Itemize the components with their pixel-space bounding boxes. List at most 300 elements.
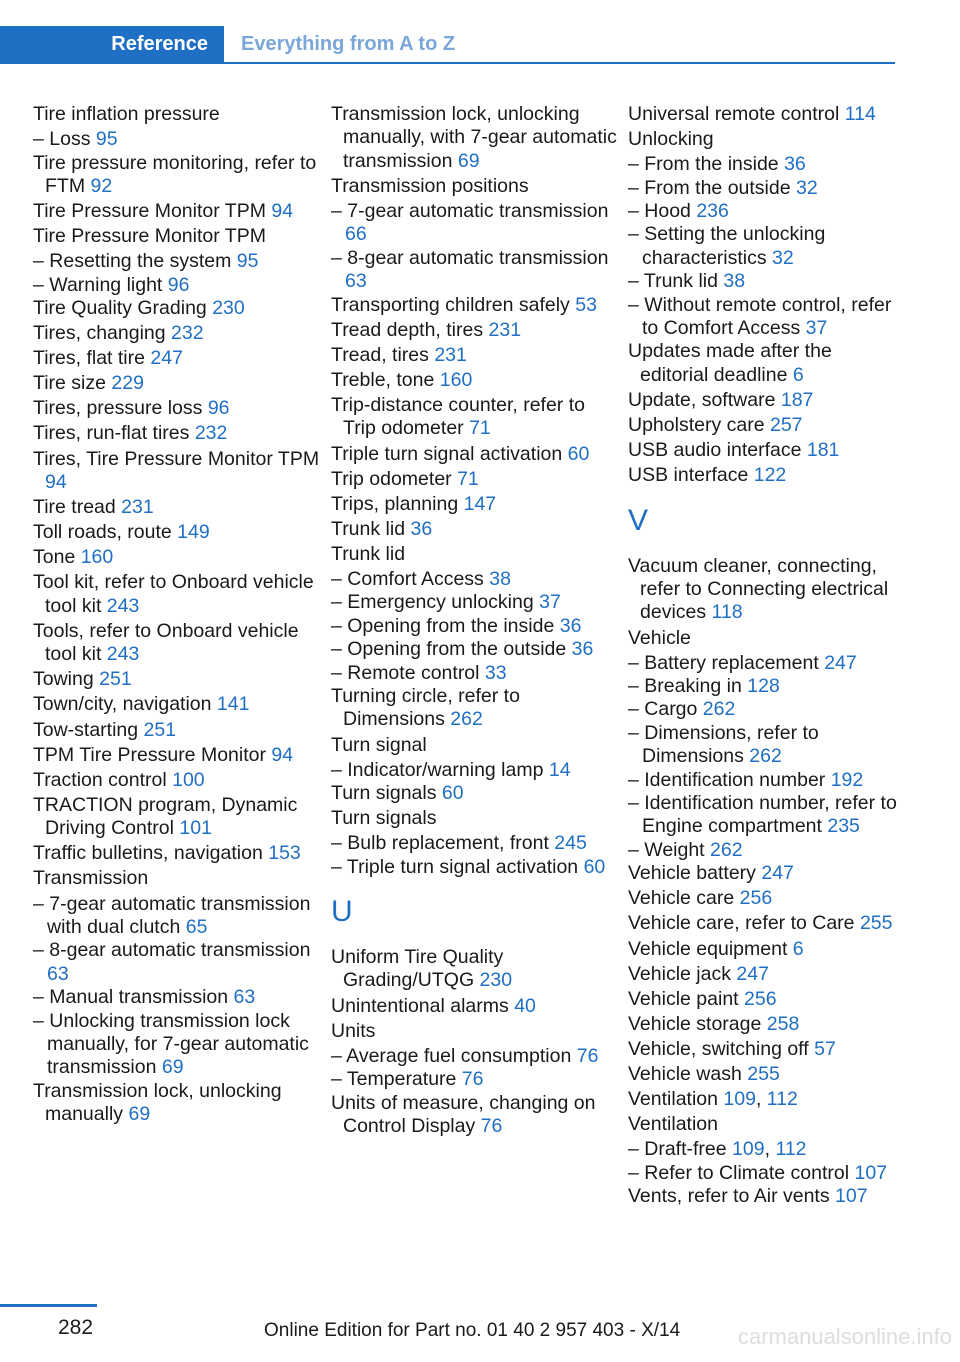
entry-label: Tire tread bbox=[33, 496, 122, 519]
index-entry bbox=[33, 668, 323, 691]
page-link[interactable]: 101 bbox=[179, 817, 212, 840]
page-link[interactable]: 63 bbox=[47, 962, 69, 985]
index-entry bbox=[628, 414, 903, 437]
page-link[interactable]: 36 bbox=[410, 517, 433, 540]
index-entry bbox=[33, 322, 323, 345]
page-link[interactable]: 69 bbox=[161, 1056, 184, 1079]
page-link[interactable]: 65 bbox=[185, 915, 208, 938]
section-tab: Reference bbox=[0, 26, 224, 62]
entry-label: Unlocking bbox=[628, 128, 714, 151]
entry-label: Units of measure, changing on Control Display bbox=[331, 1091, 596, 1137]
index-entry bbox=[33, 620, 323, 667]
entry-label: Ventilation bbox=[628, 1088, 724, 1111]
page-link[interactable]: 149 bbox=[177, 521, 210, 544]
index-subentry bbox=[33, 893, 323, 940]
page-link[interactable]: 160 bbox=[80, 546, 114, 569]
page-link[interactable]: 94 bbox=[271, 200, 294, 222]
page-link[interactable]: 92 bbox=[90, 174, 113, 197]
index-subentry bbox=[628, 200, 903, 223]
page-link[interactable]: 33 bbox=[484, 661, 507, 684]
entry-label: Trunk lid bbox=[331, 517, 411, 540]
entry-label: Tire inflation pressure bbox=[33, 103, 220, 125]
index-entry bbox=[331, 1020, 621, 1043]
entry-label: – Average fuel consumption bbox=[331, 1044, 577, 1067]
index-subentry bbox=[628, 769, 903, 792]
entry-label: – Battery replacement bbox=[628, 651, 825, 674]
index-entry bbox=[628, 1038, 903, 1061]
page-link[interactable]: 109 bbox=[732, 1138, 765, 1161]
page-link[interactable]: 247 bbox=[761, 862, 794, 885]
index-entry bbox=[33, 200, 323, 223]
page-link[interactable]: 37 bbox=[805, 317, 828, 340]
entry-label: Tire Quality Grading bbox=[33, 297, 213, 319]
entry-label: Vehicle jack bbox=[628, 962, 737, 985]
page-link[interactable]: 40 bbox=[514, 994, 536, 1017]
entry-label: Triple turn signal activation bbox=[331, 442, 568, 465]
index-entry bbox=[628, 627, 903, 650]
index-entry: Ventilation 109, 112 bbox=[628, 1088, 798, 1111]
entry-label: Vehicle paint bbox=[628, 987, 745, 1010]
index-subentry bbox=[628, 294, 903, 341]
entry-label: – Weight bbox=[628, 838, 711, 861]
page-link[interactable]: 38 bbox=[723, 270, 746, 293]
index-entry bbox=[33, 152, 323, 199]
index-subentry bbox=[331, 591, 621, 614]
index-entry bbox=[628, 1185, 903, 1208]
entry-label: Transporting children safely bbox=[331, 293, 576, 316]
index-entry bbox=[33, 496, 323, 519]
entry-label: – Temperature bbox=[331, 1068, 462, 1091]
index-entry bbox=[628, 1013, 903, 1036]
footer-rule bbox=[0, 1304, 97, 1307]
entry-label: Trunk lid bbox=[331, 542, 406, 565]
entry-label: Transmission lock, unlocking manually bbox=[33, 1079, 282, 1126]
entry-label: Tires, pressure loss bbox=[33, 397, 208, 420]
index-subentry bbox=[331, 832, 621, 855]
entry-label: Turning circle, refer to Dimensions bbox=[331, 685, 520, 731]
page-link[interactable]: 112 bbox=[775, 1138, 807, 1161]
page-link[interactable]: 100 bbox=[172, 768, 205, 791]
entry-label: – Dimensions, refer to Dimensions bbox=[628, 721, 819, 768]
page-link[interactable]: 6 bbox=[792, 363, 804, 386]
entry-label: Vehicle battery bbox=[628, 862, 762, 885]
entry-label: Tires, changing bbox=[33, 322, 172, 345]
page-link[interactable]: 229 bbox=[111, 372, 144, 395]
entry-label: Vehicle, switching off bbox=[628, 1037, 815, 1060]
page-link[interactable]: 251 bbox=[99, 668, 132, 691]
page-link[interactable]: 96 bbox=[207, 397, 230, 420]
page-link[interactable]: 36 bbox=[784, 153, 806, 176]
page-link[interactable]: 63 bbox=[233, 986, 256, 1009]
page-link[interactable]: 192 bbox=[830, 768, 864, 791]
index-subentry bbox=[628, 177, 903, 200]
entry-label: Tires, Tire Pressure Monitor TPM bbox=[33, 447, 320, 470]
entry-label: Tires, run-flat tires bbox=[33, 422, 195, 445]
page-link[interactable]: 153 bbox=[268, 842, 301, 865]
page-link[interactable]: 107 bbox=[854, 1161, 888, 1184]
page-link[interactable]: 262 bbox=[749, 745, 782, 768]
entry-label: – From the outside bbox=[628, 176, 796, 199]
entry-label: Turn signal bbox=[331, 733, 427, 756]
entry-label: – From the inside bbox=[628, 153, 785, 176]
index-entry bbox=[331, 344, 621, 367]
page-link[interactable]: 147 bbox=[463, 492, 497, 515]
entry-label: – 8-gear automatic transmission bbox=[33, 939, 311, 962]
index-subentry bbox=[331, 615, 621, 638]
page-link[interactable]: 57 bbox=[814, 1037, 836, 1060]
index-entry bbox=[331, 946, 621, 993]
entry-label: Tires, flat tire bbox=[33, 347, 151, 370]
page-link[interactable]: 60 bbox=[583, 855, 606, 878]
index-entry bbox=[331, 394, 621, 441]
index-subentry bbox=[628, 153, 903, 176]
page-link[interactable]: 230 bbox=[479, 969, 513, 992]
entry-label: Traction control bbox=[33, 768, 173, 791]
index-entry bbox=[628, 1113, 903, 1136]
index-entry bbox=[331, 103, 621, 173]
entry-label: – Without remote control, refer to Comfort Access bbox=[628, 293, 892, 340]
index-entry bbox=[628, 340, 903, 387]
entry-label: Universal remote control bbox=[628, 103, 845, 125]
index-subentry bbox=[331, 856, 621, 879]
entry-label: – Bulb replacement, front bbox=[331, 832, 555, 855]
entry-label: – Identification number, refer to Engine compartment bbox=[628, 792, 897, 838]
index-letter-heading: U bbox=[331, 895, 353, 928]
index-entry bbox=[331, 734, 621, 757]
entry-label: – 8-gear automatic transmission bbox=[331, 246, 609, 269]
entry-label: Town/city, navigation bbox=[33, 693, 217, 716]
entry-label: TRACTION program, Dynamic Driving Control bbox=[33, 793, 298, 840]
page-link[interactable]: 76 bbox=[480, 1114, 503, 1137]
index-entry bbox=[33, 397, 323, 420]
page-number: 282 bbox=[58, 1316, 94, 1339]
entry-label: Toll roads, route bbox=[33, 521, 178, 544]
index-entry bbox=[628, 938, 903, 961]
index-entry bbox=[331, 685, 621, 732]
entry-label: – Triple turn signal activation bbox=[331, 855, 584, 878]
entry-label: – Remote control bbox=[331, 661, 485, 684]
index-subentry bbox=[331, 1068, 621, 1091]
index-entry bbox=[33, 719, 323, 742]
index-subentry bbox=[331, 568, 621, 591]
entry-label: Tread depth, tires bbox=[331, 318, 489, 341]
entry-label: – 7-gear automatic transmission bbox=[331, 200, 609, 222]
page-link[interactable]: 247 bbox=[736, 962, 769, 985]
page-link[interactable]: 14 bbox=[548, 758, 571, 781]
entry-label: Upholstery care bbox=[628, 414, 770, 437]
index-entry bbox=[331, 468, 621, 491]
page-link[interactable]: 256 bbox=[744, 987, 777, 1010]
page-link[interactable]: 37 bbox=[539, 591, 561, 614]
watermark: carmanualsonline.info bbox=[737, 1324, 952, 1349]
entry-label: – Loss bbox=[33, 128, 96, 151]
index-entry bbox=[331, 807, 621, 830]
index-subentry bbox=[628, 223, 903, 270]
index-entry bbox=[628, 963, 903, 986]
entry-label: Turn signals bbox=[331, 807, 437, 830]
entry-label: Tread, tires bbox=[331, 343, 435, 366]
page-link[interactable]: 53 bbox=[575, 293, 597, 316]
page-link[interactable]: 262 bbox=[450, 708, 483, 731]
entry-label: – Refer to Climate control bbox=[628, 1161, 855, 1184]
page-link[interactable]: 32 bbox=[772, 246, 794, 269]
page-link[interactable]: 76 bbox=[461, 1068, 484, 1091]
index-subentry bbox=[331, 247, 621, 294]
entry-label: Tool kit, refer to Onboard vehicle tool kit bbox=[33, 571, 314, 617]
page-link[interactable]: 231 bbox=[121, 496, 154, 519]
page-link[interactable]: 69 bbox=[457, 149, 480, 172]
index-entry bbox=[33, 448, 323, 495]
subsection-tab: Everything from A to Z bbox=[241, 33, 456, 55]
entry-label: Tire Pressure Monitor TPM bbox=[33, 225, 266, 248]
page-link[interactable]: 257 bbox=[769, 414, 803, 437]
entry-label: – Opening from the inside bbox=[331, 614, 560, 637]
entry-label: Update, software bbox=[628, 388, 781, 411]
entry-label: – Hood bbox=[628, 200, 697, 222]
page-link[interactable]: 258 bbox=[766, 1012, 800, 1035]
index-entry bbox=[33, 347, 323, 370]
page-link[interactable]: 262 bbox=[710, 838, 743, 861]
index-entry bbox=[628, 389, 903, 412]
entry-label: USB audio interface bbox=[628, 439, 807, 462]
entry-label: Transmission bbox=[33, 867, 149, 890]
entry-label: Trip-distance counter, refer to Trip odometer bbox=[331, 394, 585, 440]
entry-label: – Manual transmission bbox=[33, 986, 234, 1009]
index-entry bbox=[33, 769, 323, 792]
index-subentry bbox=[628, 675, 903, 698]
index-entry bbox=[331, 1092, 621, 1139]
entry-label: Vacuum cleaner, connecting, refer to Connecting electrical devices bbox=[628, 554, 889, 624]
page-link[interactable]: 114 bbox=[844, 103, 876, 125]
index-subentry bbox=[628, 722, 903, 769]
page-link[interactable]: 71 bbox=[457, 467, 479, 490]
index-entry bbox=[628, 912, 903, 935]
page-link[interactable]: 60 bbox=[567, 442, 590, 465]
entry-label: Unintentional alarms bbox=[331, 994, 515, 1017]
page-link[interactable]: 6 bbox=[792, 937, 804, 960]
index-subentry bbox=[331, 200, 621, 247]
entry-label: – Comfort Access bbox=[331, 567, 490, 590]
index-subentry bbox=[33, 128, 323, 151]
index-entry bbox=[33, 225, 323, 248]
page-link[interactable]: 235 bbox=[827, 815, 860, 838]
entry-label: – Breaking in bbox=[628, 675, 748, 698]
page-link[interactable]: 255 bbox=[859, 912, 893, 935]
index-entry bbox=[33, 744, 323, 767]
entry-label: – Opening from the outside bbox=[331, 638, 572, 661]
index-entry bbox=[331, 782, 621, 805]
index-entry bbox=[628, 1063, 903, 1086]
index-entry bbox=[33, 842, 323, 865]
index-subentry bbox=[33, 274, 323, 297]
entry-label: – Unlocking transmission lock manually, for 7-gear automatic transmission bbox=[33, 1009, 309, 1079]
index-subentry bbox=[628, 698, 903, 721]
page-link[interactable]: 107 bbox=[835, 1185, 868, 1208]
index-entry bbox=[628, 988, 903, 1011]
index-subentry bbox=[331, 1045, 621, 1068]
entry-label: – 7-gear automatic transmission with dual clutch bbox=[33, 892, 311, 938]
page-link[interactable]: 256 bbox=[739, 887, 773, 910]
entry-label: – Resetting the system bbox=[33, 250, 237, 273]
index-subentry bbox=[33, 1010, 323, 1080]
page-link[interactable]: 187 bbox=[780, 388, 814, 411]
entry-label: Vehicle care bbox=[628, 887, 740, 910]
index-entry bbox=[331, 294, 621, 317]
page-link[interactable]: 63 bbox=[345, 270, 367, 293]
page-link[interactable]: 96 bbox=[167, 273, 190, 296]
page-link[interactable]: 94 bbox=[271, 743, 294, 766]
index-subentry bbox=[331, 662, 621, 685]
entry-label: Turn signals bbox=[331, 782, 442, 804]
page-link[interactable]: 32 bbox=[796, 176, 818, 199]
page-link[interactable]: 95 bbox=[95, 128, 118, 151]
entry-label: Traffic bulletins, navigation bbox=[33, 842, 269, 865]
index-entry bbox=[33, 372, 323, 395]
index-entry bbox=[628, 555, 903, 625]
index-entry bbox=[628, 439, 903, 462]
index-entry bbox=[331, 369, 621, 392]
entry-label: Tools, refer to Onboard vehicle tool kit bbox=[33, 619, 299, 666]
index-entry bbox=[331, 443, 621, 466]
page-link[interactable]: 118 bbox=[711, 601, 743, 624]
page-link[interactable]: 76 bbox=[576, 1044, 599, 1067]
index-subentry bbox=[33, 939, 323, 986]
page-header bbox=[0, 26, 895, 64]
page-link[interactable]: 232 bbox=[194, 422, 228, 445]
index-column-2 bbox=[331, 103, 621, 1140]
entry-label: Vents, refer to Air vents bbox=[628, 1185, 836, 1208]
page-link[interactable]: 231 bbox=[434, 343, 467, 366]
index-entry bbox=[628, 862, 903, 885]
entry-label: Vehicle care, refer to Care bbox=[628, 912, 860, 935]
entry-label: Ventilation bbox=[628, 1113, 718, 1136]
page-link[interactable]: 141 bbox=[216, 693, 250, 716]
index-subentry bbox=[628, 839, 903, 862]
index-subentry bbox=[331, 638, 621, 661]
page-link[interactable]: 247 bbox=[150, 347, 183, 370]
page-link[interactable]: 247 bbox=[824, 651, 857, 674]
index-subentry bbox=[628, 652, 903, 675]
index-entry bbox=[331, 175, 621, 198]
entry-label: Vehicle equipment bbox=[628, 937, 793, 960]
page-link[interactable]: 236 bbox=[696, 200, 729, 222]
entry-label: USB interface bbox=[628, 464, 754, 487]
entry-label: Tire pressure monitoring, refer to FTM bbox=[33, 151, 317, 197]
index-entry bbox=[33, 521, 323, 544]
page-link[interactable]: 109 bbox=[723, 1088, 756, 1111]
index-subentry bbox=[33, 250, 323, 273]
entry-label: Vehicle storage bbox=[628, 1012, 767, 1035]
index-letter-heading: V bbox=[628, 503, 649, 537]
entry-label: Transmission positions bbox=[331, 174, 529, 197]
page-link[interactable]: 160 bbox=[439, 368, 473, 391]
page-link[interactable]: 243 bbox=[106, 594, 140, 617]
entry-label: – Draft-free bbox=[628, 1138, 733, 1161]
index-entry bbox=[33, 693, 323, 716]
page-link[interactable]: 251 bbox=[143, 718, 177, 741]
page-link[interactable]: 262 bbox=[702, 698, 736, 721]
entry-label: Tire Pressure Monitor TPM bbox=[33, 200, 272, 222]
index-entry bbox=[33, 297, 323, 320]
entry-label: Trips, planning bbox=[331, 492, 464, 515]
index-entry bbox=[33, 422, 323, 445]
page-link[interactable]: 36 bbox=[571, 638, 594, 661]
page-link[interactable]: 95 bbox=[236, 250, 259, 273]
edition-note: Online Edition for Part no. 01 40 2 957 403 - X/14 bbox=[264, 1320, 681, 1341]
page-link[interactable]: 69 bbox=[128, 1103, 151, 1126]
page-link[interactable]: 128 bbox=[747, 675, 780, 698]
entry-label: – Setting the unlocking characteristics bbox=[628, 223, 826, 269]
page-link[interactable]: 112 bbox=[766, 1088, 798, 1111]
entry-label: Vehicle wash bbox=[628, 1063, 748, 1086]
entry-label: Towing bbox=[33, 668, 100, 691]
index-subentry bbox=[331, 759, 621, 782]
entry-label: Transmission lock, unlocking manually, with 7-gear automatic transmission bbox=[331, 103, 617, 172]
index-subentry bbox=[628, 792, 903, 839]
entry-label: Uniform Tire Quality Grading/UTQG bbox=[331, 946, 504, 992]
page-link[interactable]: 94 bbox=[45, 470, 67, 493]
page-link[interactable]: 230 bbox=[212, 297, 245, 319]
page-link[interactable]: 232 bbox=[171, 322, 204, 345]
index-entry bbox=[331, 995, 621, 1018]
index-subentry bbox=[628, 270, 903, 293]
entry-label: – Warning light bbox=[33, 273, 168, 296]
entry-label: – Indicator/warning lamp bbox=[331, 758, 549, 781]
index-subentry bbox=[33, 986, 323, 1009]
entry-label: Treble, tone bbox=[331, 368, 440, 391]
page-link[interactable]: 231 bbox=[488, 318, 522, 341]
entry-label: – Cargo bbox=[628, 698, 703, 721]
entry-label: – Emergency unlocking bbox=[331, 591, 540, 614]
index-entry bbox=[33, 546, 323, 569]
entry-label: Tone bbox=[33, 546, 81, 569]
entry-label: TPM Tire Pressure Monitor bbox=[33, 743, 272, 766]
index-entry bbox=[331, 518, 621, 541]
page-link[interactable]: 71 bbox=[469, 417, 491, 440]
entry-label: Trip odometer bbox=[331, 467, 458, 490]
index-entry bbox=[331, 493, 621, 516]
index-entry bbox=[331, 319, 621, 342]
index-entry bbox=[33, 1080, 323, 1127]
entry-label: – Trunk lid bbox=[628, 270, 724, 293]
page-link[interactable]: 181 bbox=[806, 439, 840, 462]
page-link[interactable]: 245 bbox=[554, 832, 587, 855]
page-link[interactable]: 60 bbox=[441, 782, 464, 804]
page-link[interactable]: 36 bbox=[559, 614, 582, 637]
page-link[interactable]: 38 bbox=[489, 567, 511, 590]
entry-label: – Identification number bbox=[628, 768, 831, 791]
entry-label: Tire size bbox=[33, 372, 112, 395]
index-column-3 bbox=[628, 103, 903, 1210]
index-entry bbox=[628, 128, 903, 151]
index-column-1 bbox=[33, 103, 323, 1128]
index-entry bbox=[33, 794, 323, 841]
page-link[interactable]: 122 bbox=[753, 464, 787, 487]
page-link[interactable]: 255 bbox=[747, 1063, 780, 1086]
page-link[interactable]: 243 bbox=[106, 643, 140, 666]
page-link[interactable]: 66 bbox=[345, 223, 367, 246]
entry-label: Units bbox=[331, 1019, 376, 1042]
index-entry bbox=[33, 103, 323, 126]
index-entry bbox=[331, 543, 621, 566]
index-entry bbox=[628, 887, 903, 910]
index-subentry: – Draft-free 109, 112 bbox=[628, 1138, 807, 1161]
entry-label: Updates made after the editorial deadline bbox=[628, 340, 832, 386]
index-entry bbox=[628, 103, 903, 126]
index-entry bbox=[33, 867, 323, 890]
index-subentry bbox=[628, 1162, 903, 1185]
index-entry bbox=[628, 464, 903, 487]
